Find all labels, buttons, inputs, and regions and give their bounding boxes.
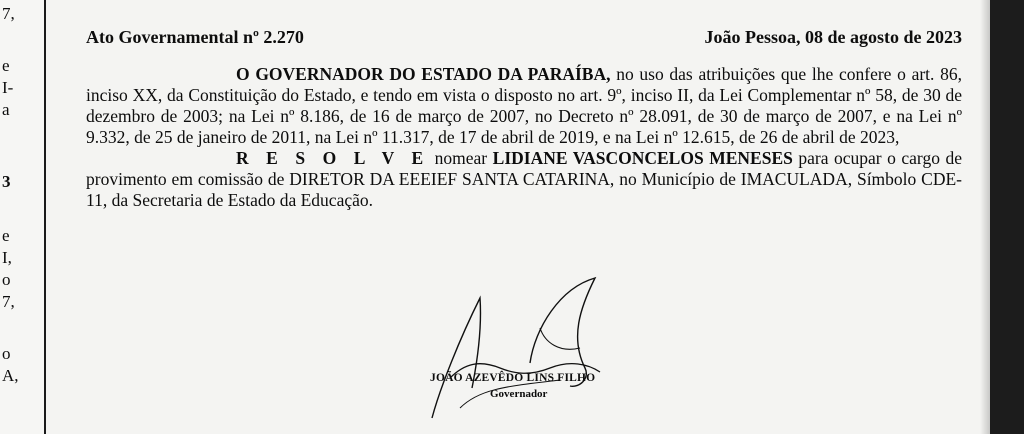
fragment: 3 bbox=[2, 172, 11, 191]
handwritten-signature bbox=[420, 268, 640, 428]
fragment: e bbox=[2, 56, 10, 75]
paragraph-considerations bbox=[86, 64, 962, 148]
previous-column-fragments bbox=[0, 0, 44, 434]
act-body bbox=[86, 64, 962, 211]
resolve-verb: R E S O L V E bbox=[236, 148, 430, 168]
fragment: A, bbox=[2, 366, 19, 385]
governmental-act bbox=[86, 24, 962, 211]
governor-lead: O GOVERNADOR DO ESTADO DA PARAÍBA, bbox=[236, 64, 611, 84]
fragment: o bbox=[2, 344, 11, 363]
act-date: João Pessoa, 08 de agosto de 2023 bbox=[704, 27, 962, 47]
fragment: a bbox=[2, 100, 10, 119]
act-title: Ato Governamental nº 2.270 bbox=[86, 27, 304, 47]
fragment: 7, bbox=[2, 4, 15, 23]
fragment: I, bbox=[2, 248, 12, 267]
page-edge bbox=[990, 0, 1024, 434]
considerations-text: no uso das atribuições que lhe confere o art. 86, inciso XX, da Constituição do Estado, e tendo em vista o disposto no art. 9º, inciso II, da Lei Complementar nº 58, de 30 de dezembro de 2003; na Lei nº 8.186, de 16 de março de 2007, no Decreto nº 28.091, de 30 de março de 2007, e na Lei nº 9.332, de 25 de janeiro de 2011, na Lei nº 11.317, de 17 de abril de 2019, e na Lei nº 12.615, de 26 de abril de 2023, bbox=[86, 64, 962, 147]
resolution-pre-name: nomear bbox=[429, 148, 493, 168]
signature-block bbox=[420, 268, 640, 428]
column-divider bbox=[44, 0, 46, 434]
page-edge-shadow bbox=[980, 0, 990, 434]
signatory-name: JOÃO AZEVÊDO LINS FILHO bbox=[430, 372, 596, 384]
signatory-role: Governador bbox=[490, 388, 548, 400]
fragment: e bbox=[2, 226, 10, 245]
appointee-name: LIDIANE VASCONCELOS MENESES bbox=[492, 148, 793, 168]
fragment: o bbox=[2, 270, 11, 289]
paragraph-resolution bbox=[86, 148, 962, 211]
fragment: I- bbox=[2, 78, 14, 97]
fragment: 7, bbox=[2, 292, 15, 311]
act-header bbox=[86, 24, 962, 50]
resolution-text: para ocupar o cargo de provimento em comissão de DIRETOR DA EEEIEF SANTA CATARINA, no Município de IMACULADA, Símbolo CDE-11, da Secretaria de Estado da Educação. bbox=[86, 148, 962, 210]
